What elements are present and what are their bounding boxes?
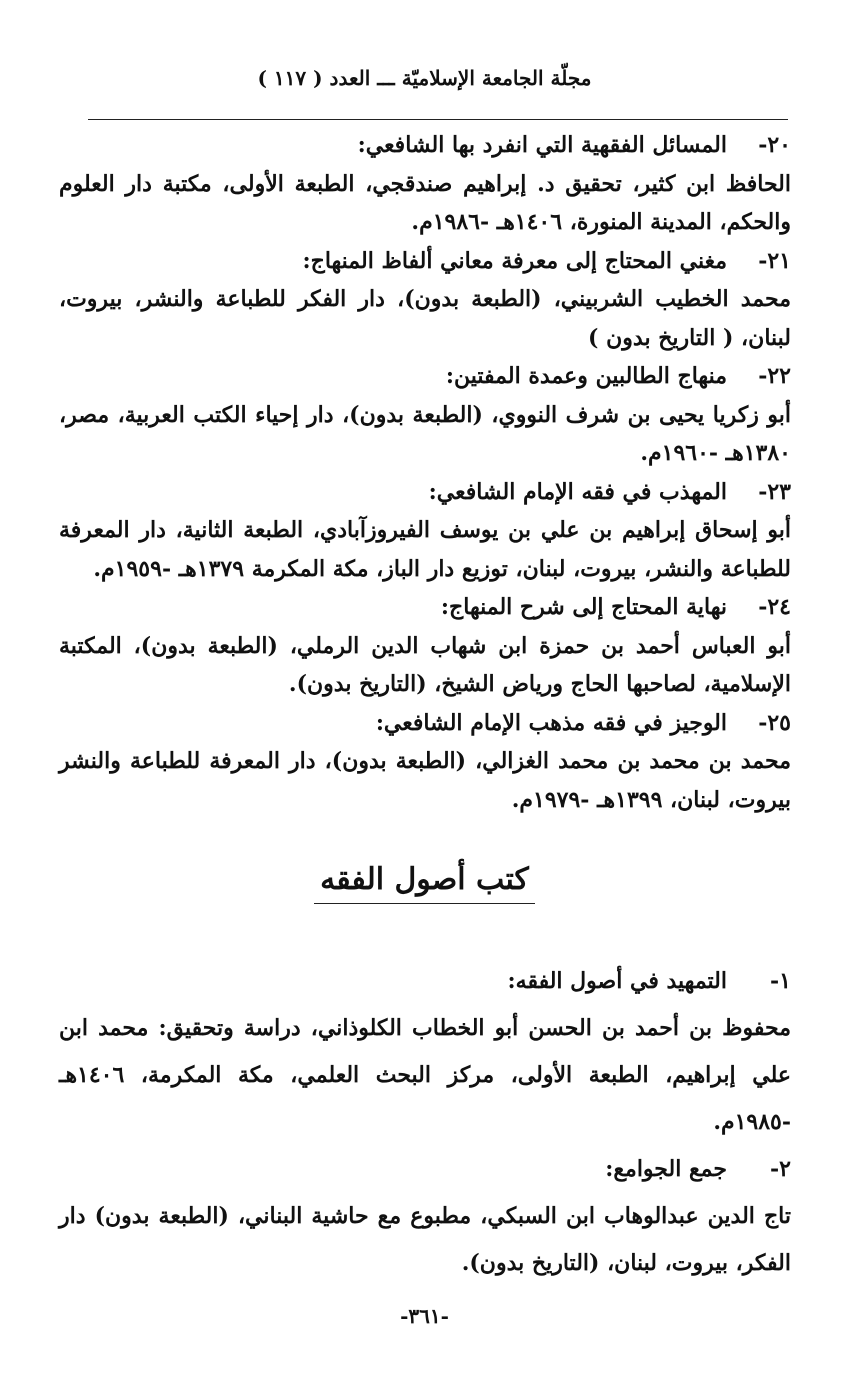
section-title xyxy=(0,862,849,897)
entry-number: ٢- xyxy=(770,1156,791,1182)
reference-entry xyxy=(59,473,791,589)
entry-title: جمع الجوامع: xyxy=(605,1156,727,1182)
entry-title: منهاج الطالبين وعمدة المفتين: xyxy=(445,363,727,389)
reference-entry xyxy=(59,958,791,1146)
entry-title: مغني المحتاج إلى معرفة معاني ألفاظ المنهاج: xyxy=(302,247,727,274)
entry-details: محفوظ بن أحمد بن الحسن أبو الخطاب الكلوذاني، دراسة وتحقيق: محمد ابن علي إبراهيم، الطبعة الأولى، مركز البحث العلمي، مكة المكرمة، ١٤٠٦هـ -١٩٨٥م. xyxy=(59,1015,791,1135)
entry-number: ١- xyxy=(770,968,791,994)
entry-number: ٢٥- xyxy=(758,709,791,736)
entry-title: التمهيد في أصول الفقه: xyxy=(507,968,727,994)
section-title-text: كتب أصول الفقه xyxy=(314,862,535,904)
reference-entry xyxy=(59,1146,791,1287)
entry-details: أبو العباس أحمد بن حمزة ابن شهاب الدين الرملي، (الطبعة بدون)، المكتبة الإسلامية، لصاحبها الحاج ورياض الشيخ، (التاريخ بدون). xyxy=(59,632,791,697)
reference-entry xyxy=(59,588,791,704)
entry-details: محمد بن محمد بن محمد الغزالي، (الطبعة بدون)، دار المعرفة للطباعة والنشر بيروت، لبنان، ١٣٩٩هـ -١٩٧٩م. xyxy=(59,748,791,813)
references-list-fiqh xyxy=(59,126,791,819)
header-rule xyxy=(88,119,788,120)
entry-title: الوجيز في فقه مذهب الإمام الشافعي: xyxy=(375,709,727,736)
references-list-usul xyxy=(59,958,791,1287)
entry-number: ٢٣- xyxy=(758,478,791,505)
entry-details: أبو زكريا يحيى بن شرف النووي، (الطبعة بدون)، دار إحياء الكتب العربية، مصر، ١٣٨٠هـ -١٩٦٠م. xyxy=(59,401,791,466)
running-header: مجلّة الجامعة الإسلاميّة ـــ العدد ( ١١٧ ) xyxy=(257,66,592,90)
entry-details: تاج الدين عبدالوهاب ابن السبكي، مطبوع مع حاشية البناني، (الطبعة بدون) دار الفكر، بيروت، لبنان، (التاريخ بدون). xyxy=(59,1203,791,1276)
reference-entry xyxy=(59,242,791,358)
entry-details: محمد الخطيب الشربيني، (الطبعة بدون)، دار الفكر للطباعة والنشر، بيروت، لبنان، ( التاريخ بدون ) xyxy=(59,286,791,351)
entry-number: ٢٢- xyxy=(758,363,791,389)
entry-number: ٢١- xyxy=(758,247,791,274)
entry-number: ٢٠- xyxy=(758,132,791,158)
reference-entry xyxy=(59,126,791,242)
page-number: -٣٦١- xyxy=(400,1304,449,1328)
entry-title: نهاية المحتاج إلى شرح المنهاج: xyxy=(440,594,727,620)
entry-number: ٢٤- xyxy=(758,594,791,620)
entry-details: أبو إسحاق إبراهيم بن علي بن يوسف الفيروزآبادي، الطبعة الثانية، دار المعرفة للطباعة والنشر، بيروت، لبنان، توزيع دار الباز، مكة المكرمة ١٣٧٩هـ -١٩٥٩م. xyxy=(59,517,791,582)
entry-details: الحافظ ابن كثير، تحقيق د. إبراهيم صندقجي، الطبعة الأولى، مكتبة دار العلوم والحكم، المدينة المنورة، ١٤٠٦هـ -١٩٨٦م. xyxy=(59,170,791,235)
reference-entry xyxy=(59,357,791,473)
entry-title: المسائل الفقهية التي انفرد بها الشافعي: xyxy=(357,132,727,158)
entry-title: المهذب في فقه الإمام الشافعي: xyxy=(428,478,727,505)
reference-entry xyxy=(59,704,791,820)
